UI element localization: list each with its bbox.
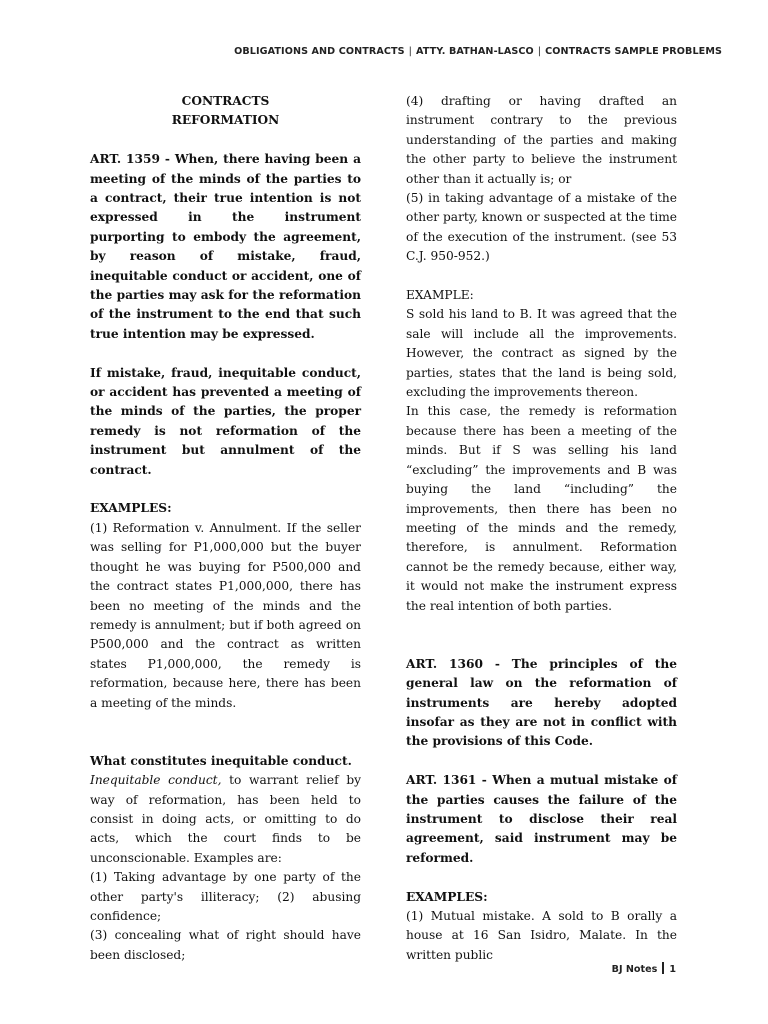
footer-divider [662, 962, 664, 974]
example-paragraph: S sold his land to B. It was agreed that the sale will include all the improvements. However, the contract as signed by the parties, states that the land is being sold, excluding the improvements thereon. [406, 307, 677, 400]
example-paragraph: In this case, the remedy is reformation because there has been a meeting of the minds. But if S was selling his land “excluding” the improvements and B was buying the land “including” the improvements, then there has been no meeting of the minds and the remedy, therefore, is annulment. Reformation cannot be the remedy because, either way, it would not make the instrument express the real intention of both parties. [406, 404, 677, 613]
article-1361 [406, 771, 677, 868]
article-1361-text: - When a mutual mistake of the parties causes the failure of the instrument to disclose their real agreement, said instrument may be reformed. [406, 773, 677, 865]
list-item: (1) Taking advantage by one party of the other party's illiteracy; (2) abusing confidence; [90, 870, 361, 923]
running-header [234, 46, 722, 57]
footer-label: BJ Notes [611, 964, 658, 975]
inequitable-conduct-definition [90, 771, 361, 868]
section-subtitle: REFORMATION [171, 113, 280, 128]
example-reformation-v-annulment: (1) Reformation v. Annulment. If the seller was selling for P1,000,000 but the buyer thought he was buying for P500,000 and the contract states P1,000,000, there has been no meeting of the minds and the remedy is annulment; but if both agreed on P500,000 and the contract as written states P1,000,000, the remedy is reformation, because here, there has been a meeting of the minds. [90, 520, 361, 710]
right-column [406, 92, 677, 965]
inequitable-conduct-text: to warrant relief by way of reformation, has been held to consist in doing acts, or omitting to do acts, which the court finds to be unconscionable. Examples are: [90, 773, 362, 865]
list-item: (3) concealing what of right should have been disclosed; [90, 928, 361, 962]
header-separator: | [537, 46, 542, 57]
inequitable-conduct-term: Inequitable conduct, [90, 773, 222, 788]
inequitable-conduct-heading: What constitutes inequitable conduct. [90, 753, 352, 768]
page-footer [612, 962, 676, 975]
header-topic: CONTRACTS SAMPLE PROBLEMS [545, 46, 722, 57]
header-course: OBLIGATIONS AND CONTRACTS [234, 46, 405, 57]
examples-heading: EXAMPLES: [90, 501, 172, 516]
section-title: CONTRACTS [181, 94, 270, 108]
article-1360: ART. 1360 - The principles of the general law on the reformation of instruments are hereby adopted insofar as they are not in conflict with the provisions of this Code. [406, 656, 677, 749]
article-1359-paragraph-2: If mistake, fraud, inequitable conduct, or accident has prevented a meeting of the minds of the parties, the proper remedy is not reformation of the instrument but annulment of the contract. [90, 365, 361, 477]
example-heading: EXAMPLE: [406, 288, 474, 303]
example-mutual-mistake: (1) Mutual mistake. A sold to B orally a house at 16 San Isidro, Malate. In the written public [406, 909, 677, 962]
article-1359: ART. 1359 - When, there having been a meeting of the minds of the parties to a contract, their true intention is not expressed in the instrument purporting to embody the agreement, by reason of mistake, fraud, inequitable conduct or accident, one of the parties may ask for the reformation of the instrument to the end that such true intention may be expressed. [90, 152, 361, 341]
left-column [90, 92, 361, 965]
page-number: 1 [669, 964, 676, 975]
list-item: (4) drafting or having drafted an instrument contrary to the previous understanding of the parties and making the other party to believe the instrument other than it actually is; or [406, 94, 677, 186]
article-1361-label: ART. 1361 [406, 773, 477, 788]
header-separator: | [408, 46, 413, 57]
list-item: (5) in taking advantage of a mistake of the other party, known or suspected at the time of the execution of the instrument. (see 53 C.J. 950-952.) [406, 191, 677, 264]
header-author: ATTY. BATHAN-LASCO [416, 46, 534, 57]
examples-heading: EXAMPLES: [406, 889, 488, 904]
